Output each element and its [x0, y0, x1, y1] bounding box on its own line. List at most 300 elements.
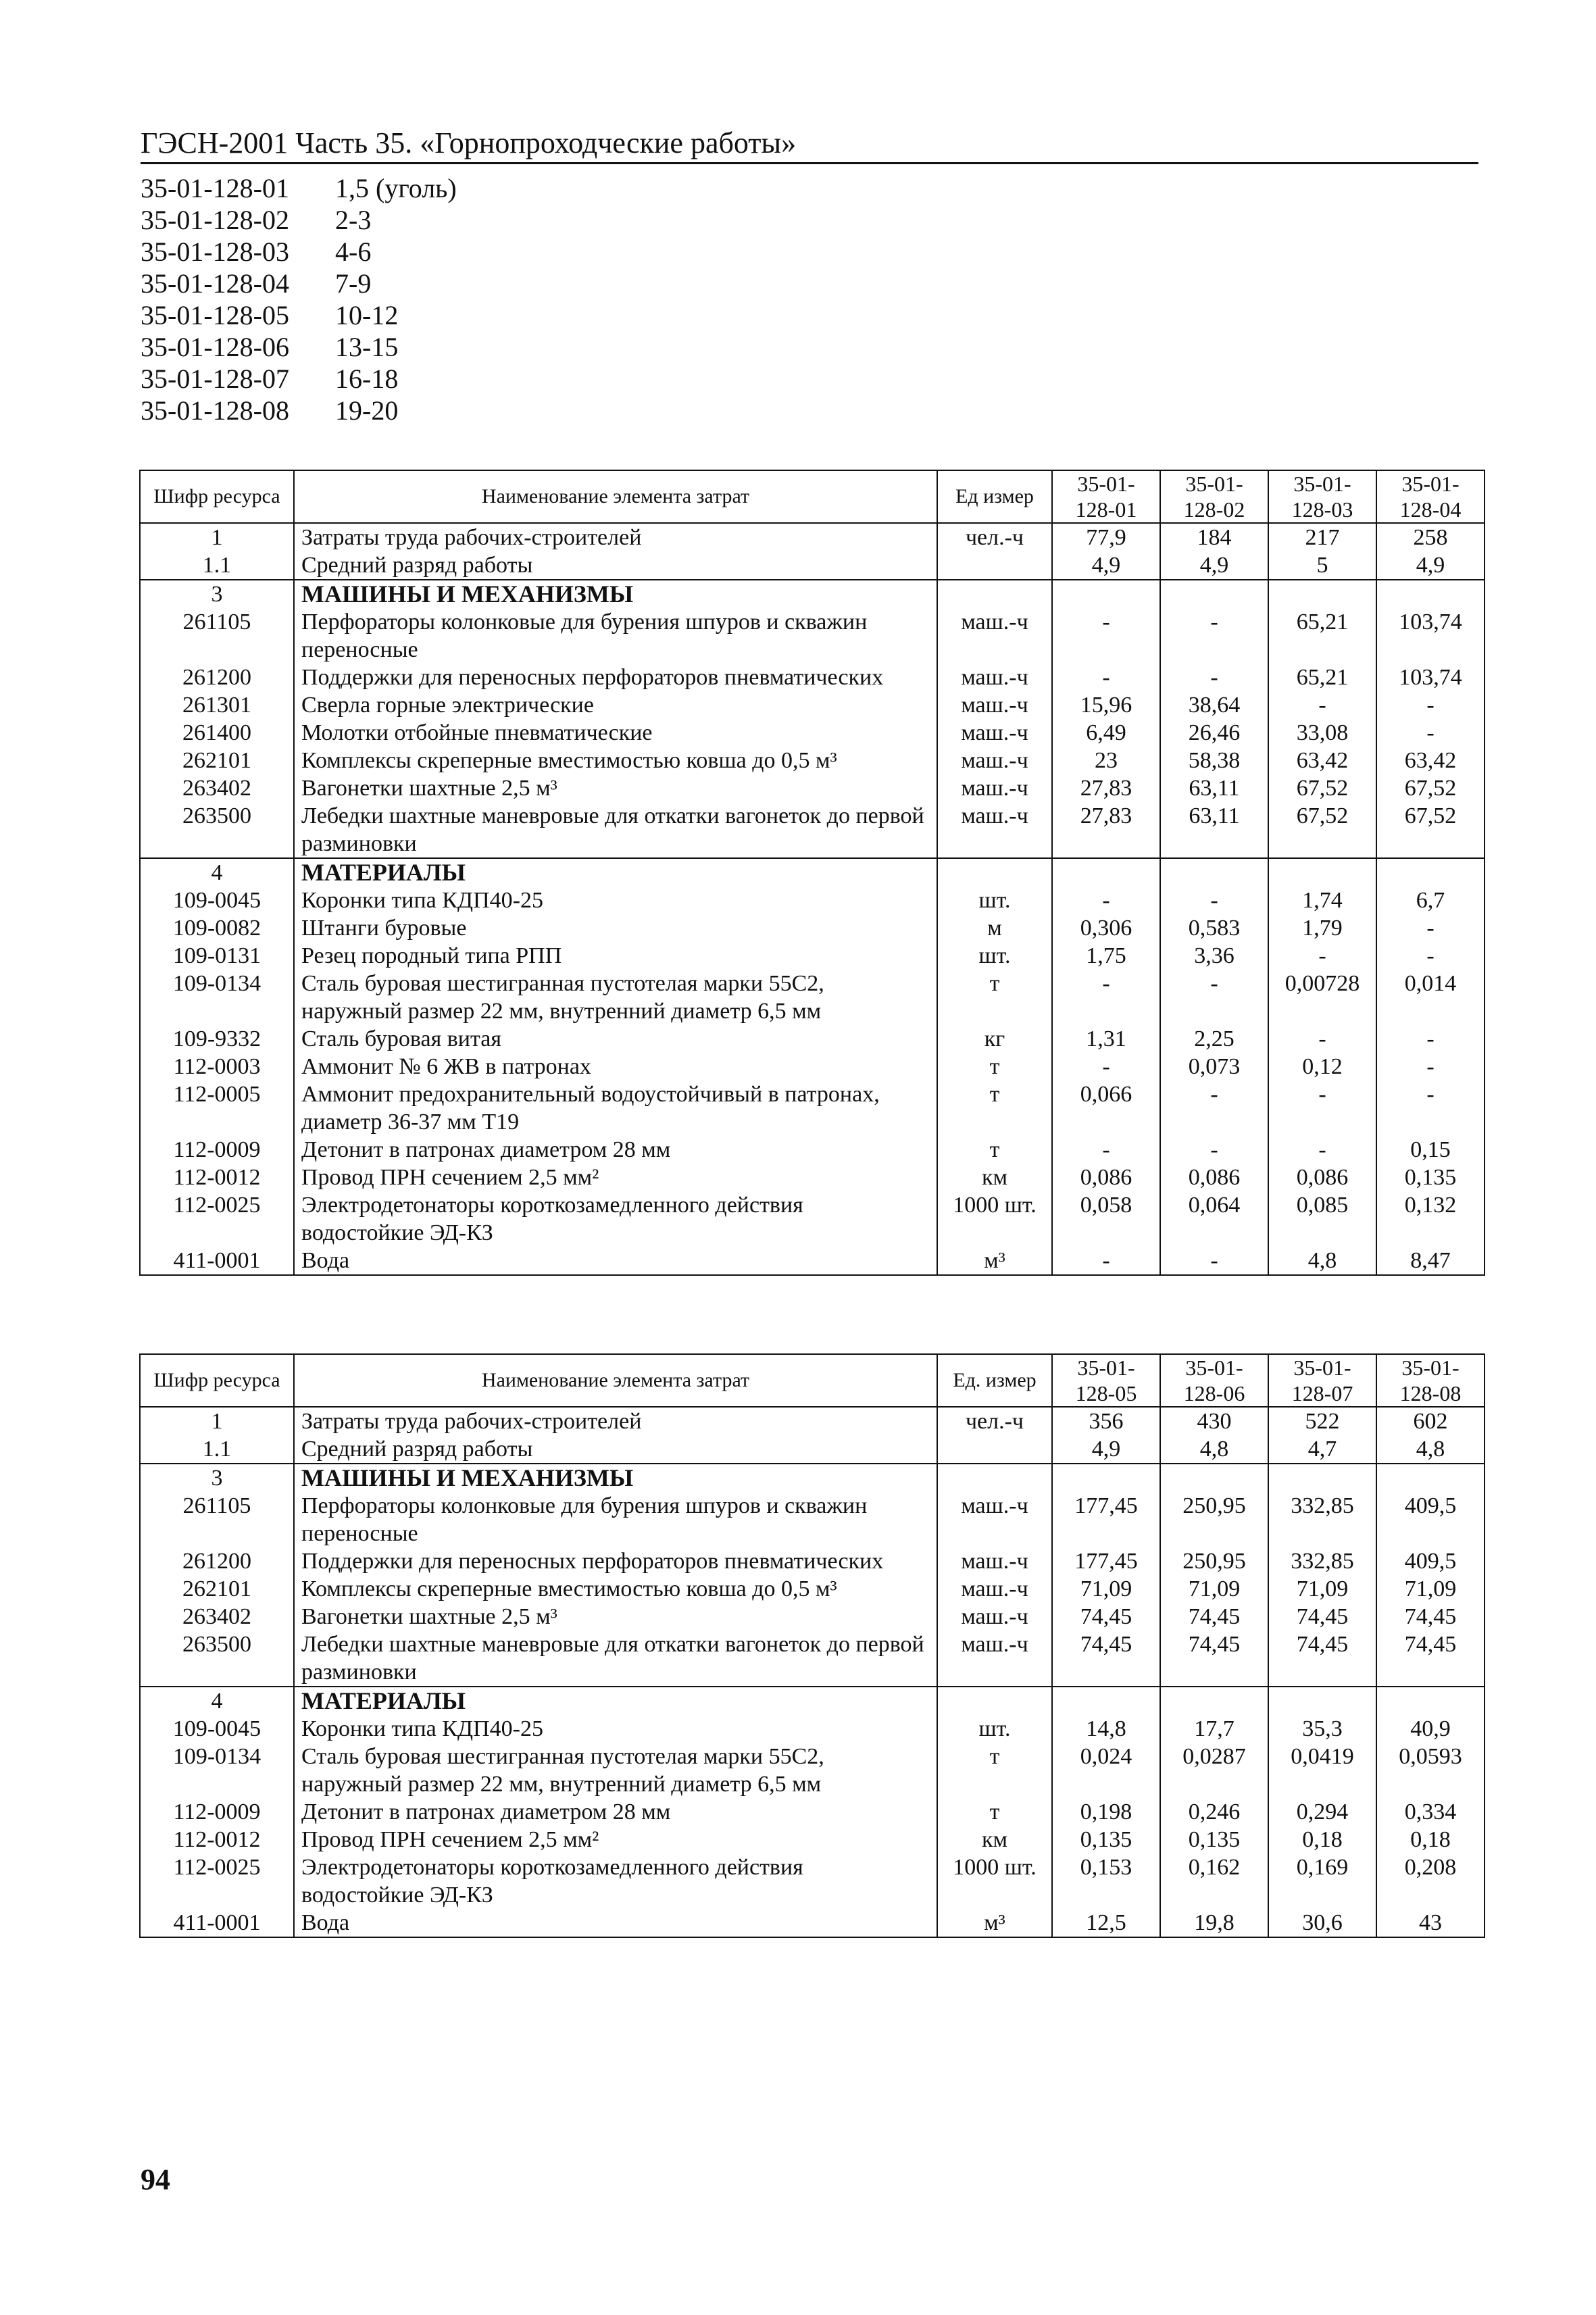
table-row [140, 1164, 1485, 1191]
resource-code: 261200 [140, 664, 294, 691]
unit-cell: маш.-ч [937, 774, 1052, 802]
table-row [140, 747, 1485, 774]
value-cell [1376, 1464, 1485, 1492]
cost-element-name: Детонит в патронах диаметром 28 мм [294, 1798, 937, 1826]
norm-range: 4-6 [335, 237, 372, 267]
cost-element-name: Вагонетки шахтные 2,5 м³ [294, 774, 937, 802]
resource-code: 261400 [140, 719, 294, 747]
section-title: МАТЕРИАЛЫ [294, 858, 937, 887]
unit-cell [937, 1464, 1052, 1492]
cost-element-name: Вагонетки шахтные 2,5 м³ [294, 1603, 937, 1631]
value-cell: 1,79 [1268, 914, 1376, 942]
value-cell: 27,83 [1052, 802, 1160, 858]
value-cell: - [1268, 1136, 1376, 1164]
value-cell: 67,52 [1376, 774, 1485, 802]
table-row [140, 1080, 1485, 1136]
resource-code: 112-0025 [140, 1853, 294, 1909]
unit-cell: кг [937, 1025, 1052, 1053]
value-cell [1052, 580, 1160, 608]
value-cell: 67,52 [1268, 802, 1376, 858]
value-cell: 0,153 [1052, 1853, 1160, 1909]
cost-element-name: Перфораторы колонковые для бурения шпуров и скважин переносные [294, 1492, 937, 1547]
value-cell: 0,306 [1052, 914, 1160, 942]
value-cell [1052, 858, 1160, 887]
value-cell: 250,95 [1160, 1547, 1268, 1575]
value-cell: 356 [1052, 1407, 1160, 1435]
cost-element-name: Вода [294, 1247, 937, 1275]
value-cell: 103,74 [1376, 608, 1485, 664]
value-cell: - [1376, 719, 1485, 747]
norm-code: 35-01-128-07 [141, 364, 289, 394]
value-cell: - [1052, 1247, 1160, 1275]
value-cell [1160, 1687, 1268, 1715]
value-cell: 8,47 [1376, 1247, 1485, 1275]
table-row [140, 1136, 1485, 1164]
resource-code: 4 [140, 1687, 294, 1715]
value-cell: - [1376, 942, 1485, 970]
value-cell: 14,8 [1052, 1715, 1160, 1743]
resource-table-2 [139, 1353, 1485, 1938]
unit-cell [937, 1687, 1052, 1715]
resource-code: 261105 [140, 1492, 294, 1547]
value-cell: - [1268, 1025, 1376, 1053]
value-cell: 63,42 [1268, 747, 1376, 774]
table-row [140, 1407, 1485, 1435]
value-cell: 177,45 [1052, 1547, 1160, 1575]
resource-code: 4 [140, 858, 294, 887]
table-header-row [140, 470, 1485, 523]
value-cell: 4,8 [1160, 1435, 1268, 1464]
norm-range: 2-3 [335, 205, 372, 235]
header-rule [141, 162, 1478, 164]
resource-code: 261105 [140, 608, 294, 664]
value-cell: 0,135 [1376, 1164, 1485, 1191]
section-title: МАШИНЫ И МЕХАНИЗМЫ [294, 580, 937, 608]
value-cell: 0,246 [1160, 1798, 1268, 1826]
value-cell: 71,09 [1052, 1575, 1160, 1603]
value-cell: 63,11 [1160, 802, 1268, 858]
resource-code: 109-0082 [140, 914, 294, 942]
unit-cell: маш.-ч [937, 608, 1052, 664]
value-cell: - [1052, 970, 1160, 1025]
table-row [140, 1798, 1485, 1826]
value-cell: - [1268, 1080, 1376, 1136]
value-cell: - [1376, 691, 1485, 719]
value-cell: 40,9 [1376, 1715, 1485, 1743]
header-norm-3: 35-01-128-07 [1268, 1354, 1376, 1407]
value-cell: - [1160, 1136, 1268, 1164]
value-cell: 65,21 [1268, 664, 1376, 691]
value-cell [1268, 858, 1376, 887]
cost-element-name: Поддержки для переносных перфораторов пневматических [294, 1547, 937, 1575]
table-row [140, 858, 1485, 887]
value-cell: 74,45 [1268, 1603, 1376, 1631]
table-row [140, 1909, 1485, 1937]
norm-row [141, 299, 457, 331]
header-norm-1: 35-01-128-01 [1052, 470, 1160, 523]
value-cell: 409,5 [1376, 1492, 1485, 1547]
resource-code: 109-0045 [140, 1715, 294, 1743]
value-cell: 0,073 [1160, 1053, 1268, 1080]
value-cell: 184 [1160, 523, 1268, 551]
value-cell: 0,583 [1160, 914, 1268, 942]
value-cell: 4,9 [1052, 551, 1160, 580]
value-cell: 0,086 [1268, 1164, 1376, 1191]
value-cell: 258 [1376, 523, 1485, 551]
norm-range: 16-18 [335, 364, 399, 394]
resource-code: 112-0009 [140, 1136, 294, 1164]
value-cell [1268, 1687, 1376, 1715]
value-cell: 4,9 [1160, 551, 1268, 580]
value-cell: 4,9 [1052, 1435, 1160, 1464]
header-norm-2: 35-01-128-06 [1160, 1354, 1268, 1407]
resource-code: 411-0001 [140, 1247, 294, 1275]
unit-cell: т [937, 1743, 1052, 1798]
unit-cell: маш.-ч [937, 691, 1052, 719]
value-cell [1160, 1464, 1268, 1492]
cost-element-name: Лебедки шахтные маневровые для откатки вагонеток до первой разминовки [294, 802, 937, 858]
resource-code: 1.1 [140, 551, 294, 580]
value-cell: 65,21 [1268, 608, 1376, 664]
value-cell: 217 [1268, 523, 1376, 551]
table-row [140, 1826, 1485, 1853]
table-row [140, 1603, 1485, 1631]
header-norm-1: 35-01-128-05 [1052, 1354, 1160, 1407]
table-header-row [140, 1354, 1485, 1407]
value-cell [1268, 580, 1376, 608]
table-row [140, 580, 1485, 608]
resource-code: 112-0003 [140, 1053, 294, 1080]
resource-code: 112-0012 [140, 1164, 294, 1191]
value-cell: 6,49 [1052, 719, 1160, 747]
table-row [140, 774, 1485, 802]
value-cell: 71,09 [1268, 1575, 1376, 1603]
norm-row [141, 395, 457, 426]
norm-row [141, 172, 457, 204]
table-row [140, 1247, 1485, 1275]
cost-element-name: Поддержки для переносных перфораторов пневматических [294, 664, 937, 691]
value-cell: 19,8 [1160, 1909, 1268, 1937]
value-cell: 1,31 [1052, 1025, 1160, 1053]
value-cell: - [1052, 1136, 1160, 1164]
cost-element-name: Коронки типа КДП40-25 [294, 1715, 937, 1743]
unit-cell: км [937, 1164, 1052, 1191]
value-cell: 15,96 [1052, 691, 1160, 719]
cost-element-name: Лебедки шахтные маневровые для откатки вагонеток до первой разминовки [294, 1631, 937, 1687]
resource-code: 112-0005 [140, 1080, 294, 1136]
table-row [140, 1715, 1485, 1743]
cost-element-name: Молотки отбойные пневматические [294, 719, 937, 747]
norm-range: 19-20 [335, 395, 399, 426]
table-row [140, 523, 1485, 551]
unit-cell: т [937, 1053, 1052, 1080]
resource-code: 261200 [140, 1547, 294, 1575]
unit-cell: т [937, 1136, 1052, 1164]
value-cell: - [1160, 970, 1268, 1025]
cost-element-name: Аммонит № 6 ЖВ в патронах [294, 1053, 937, 1080]
value-cell: 27,83 [1052, 774, 1160, 802]
table-row [140, 719, 1485, 747]
unit-cell: шт. [937, 942, 1052, 970]
header-resource-code: Шифр ресурса [140, 470, 294, 523]
value-cell: - [1052, 664, 1160, 691]
table-row [140, 1053, 1485, 1080]
value-cell: 4,8 [1268, 1247, 1376, 1275]
resource-code: 263500 [140, 802, 294, 858]
table-row [140, 1464, 1485, 1492]
value-cell: 1,75 [1052, 942, 1160, 970]
norm-range: 7-9 [335, 268, 372, 299]
table-row [140, 1492, 1485, 1547]
value-cell: 4,8 [1376, 1435, 1485, 1464]
table-row [140, 802, 1485, 858]
value-cell: - [1160, 1247, 1268, 1275]
value-cell [1160, 858, 1268, 887]
resource-code: 3 [140, 580, 294, 608]
value-cell: 4,9 [1376, 551, 1485, 580]
unit-cell: маш.-ч [937, 747, 1052, 774]
cost-element-name: Аммонит предохранительный водоустойчивый в патронах, диаметр 36-37 мм Т19 [294, 1080, 937, 1136]
unit-cell: км [937, 1826, 1052, 1853]
cost-element-name: Затраты труда рабочих-строителей [294, 523, 937, 551]
value-cell: 30,6 [1268, 1909, 1376, 1937]
value-cell: 0,135 [1052, 1826, 1160, 1853]
table-row [140, 691, 1485, 719]
header-cost-element: Наименование элемента затрат [294, 1354, 937, 1407]
resource-code: 109-0134 [140, 970, 294, 1025]
unit-cell: 1000 шт. [937, 1191, 1052, 1247]
value-cell: 77,9 [1052, 523, 1160, 551]
table-row [140, 1191, 1485, 1247]
value-cell: 71,09 [1376, 1575, 1485, 1603]
resource-code: 261301 [140, 691, 294, 719]
norm-code: 35-01-128-05 [141, 300, 289, 330]
value-cell: 26,46 [1160, 719, 1268, 747]
unit-cell: т [937, 1798, 1052, 1826]
value-cell: 58,38 [1160, 747, 1268, 774]
value-cell [1268, 1464, 1376, 1492]
norm-code: 35-01-128-08 [141, 395, 289, 426]
cost-element-name: Перфораторы колонковые для бурения шпуров и скважин переносные [294, 608, 937, 664]
resource-code: 1 [140, 1407, 294, 1435]
cost-element-name: Электродетонаторы короткозамедленного действия водостойкие ЭД-КЗ [294, 1853, 937, 1909]
cost-element-name: Вода [294, 1909, 937, 1937]
unit-cell: маш.-ч [937, 664, 1052, 691]
value-cell: 35,3 [1268, 1715, 1376, 1743]
value-cell: - [1268, 942, 1376, 970]
table-row [140, 608, 1485, 664]
cost-element-name: Электродетонаторы короткозамедленного действия водостойкие ЭД-КЗ [294, 1191, 937, 1247]
value-cell: 38,64 [1160, 691, 1268, 719]
value-cell: 430 [1160, 1407, 1268, 1435]
unit-cell: т [937, 970, 1052, 1025]
table-row [140, 551, 1485, 580]
resource-code: 3 [140, 1464, 294, 1492]
table-row [140, 887, 1485, 914]
norm-row [141, 204, 457, 236]
unit-cell: маш.-ч [937, 1631, 1052, 1687]
header-unit: Ед. измер [937, 1354, 1052, 1407]
value-cell: 522 [1268, 1407, 1376, 1435]
value-cell: 74,45 [1268, 1631, 1376, 1687]
table-row [140, 664, 1485, 691]
cost-element-name: Коронки типа КДП40-25 [294, 887, 937, 914]
table-row [140, 914, 1485, 942]
resource-code: 263500 [140, 1631, 294, 1687]
value-cell: - [1160, 608, 1268, 664]
table-row [140, 1853, 1485, 1909]
header-norm-3: 35-01-128-03 [1268, 470, 1376, 523]
resource-code: 411-0001 [140, 1909, 294, 1937]
cost-element-name: Детонит в патронах диаметром 28 мм [294, 1136, 937, 1164]
section-title: МАШИНЫ И МЕХАНИЗМЫ [294, 1464, 937, 1492]
value-cell: 0,0593 [1376, 1743, 1485, 1798]
resource-code: 112-0012 [140, 1826, 294, 1853]
value-cell: 0,024 [1052, 1743, 1160, 1798]
resource-code: 1.1 [140, 1435, 294, 1464]
value-cell: 0,00728 [1268, 970, 1376, 1025]
value-cell: 332,85 [1268, 1547, 1376, 1575]
norm-row [141, 331, 457, 363]
unit-cell [937, 858, 1052, 887]
norm-range: 1,5 (уголь) [335, 173, 457, 203]
cost-element-name: Средний разряд работы [294, 551, 937, 580]
value-cell: - [1268, 691, 1376, 719]
value-cell: - [1376, 1053, 1485, 1080]
norm-row [141, 363, 457, 395]
resource-code: 263402 [140, 774, 294, 802]
value-cell: 17,7 [1160, 1715, 1268, 1743]
value-cell: 0,18 [1268, 1826, 1376, 1853]
table-row [140, 1687, 1485, 1715]
value-cell: - [1376, 1025, 1485, 1053]
resource-code: 109-9332 [140, 1025, 294, 1053]
header-norm-4: 35-01-128-04 [1376, 470, 1485, 523]
value-cell: 0,066 [1052, 1080, 1160, 1136]
value-cell [1160, 580, 1268, 608]
header-unit: Ед измер [937, 470, 1052, 523]
table-row [140, 1547, 1485, 1575]
value-cell [1376, 580, 1485, 608]
value-cell: 0,058 [1052, 1191, 1160, 1247]
resource-table-1 [139, 470, 1485, 1276]
norm-code: 35-01-128-03 [141, 237, 289, 267]
resource-code: 109-0045 [140, 887, 294, 914]
value-cell: 250,95 [1160, 1492, 1268, 1547]
cost-element-name: Затраты труда рабочих-строителей [294, 1407, 937, 1435]
norm-range: 10-12 [335, 300, 399, 330]
cost-element-name: Сталь буровая витая [294, 1025, 937, 1053]
unit-cell: маш.-ч [937, 1575, 1052, 1603]
value-cell: 74,45 [1160, 1631, 1268, 1687]
value-cell: 1,74 [1268, 887, 1376, 914]
cost-element-name: Штанги буровые [294, 914, 937, 942]
value-cell: 2,25 [1160, 1025, 1268, 1053]
value-cell: 0,135 [1160, 1826, 1268, 1853]
unit-cell: м³ [937, 1247, 1052, 1275]
cost-element-name: Резец породный типа РПП [294, 942, 937, 970]
value-cell [1052, 1464, 1160, 1492]
value-cell: 0,198 [1052, 1798, 1160, 1826]
value-cell: 12,5 [1052, 1909, 1160, 1937]
table-row [140, 1575, 1485, 1603]
value-cell: - [1052, 1053, 1160, 1080]
unit-cell: маш.-ч [937, 1603, 1052, 1631]
cost-element-name: Сверла горные электрические [294, 691, 937, 719]
cost-element-name: Провод ПРН сечением 2,5 мм² [294, 1826, 937, 1853]
value-cell: 0,15 [1376, 1136, 1485, 1164]
resource-code: 112-0009 [140, 1798, 294, 1826]
value-cell: - [1376, 1080, 1485, 1136]
value-cell: 23 [1052, 747, 1160, 774]
value-cell: 33,08 [1268, 719, 1376, 747]
resource-code: 1 [140, 523, 294, 551]
unit-cell: маш.-ч [937, 1492, 1052, 1547]
cost-element-name: Средний разряд работы [294, 1435, 937, 1464]
value-cell: 74,45 [1376, 1603, 1485, 1631]
unit-cell: чел.-ч [937, 1407, 1052, 1435]
resource-code: 112-0025 [140, 1191, 294, 1247]
table-row [140, 1743, 1485, 1798]
value-cell: 63,11 [1160, 774, 1268, 802]
page-header: ГЭСН-2001 Часть 35. «Горнопроходческие работы» [141, 126, 797, 159]
value-cell: - [1160, 1080, 1268, 1136]
value-cell: 71,09 [1160, 1575, 1268, 1603]
cost-element-name: Сталь буровая шестигранная пустотелая марки 55С2, наружный размер 22 мм, внутренний диаметр 6,5 мм [294, 1743, 937, 1798]
page-number: 94 [141, 2163, 170, 2196]
header-resource-code: Шифр ресурса [140, 1354, 294, 1407]
value-cell: 0,132 [1376, 1191, 1485, 1247]
unit-cell: маш.-ч [937, 719, 1052, 747]
unit-cell [937, 551, 1052, 580]
value-cell: 67,52 [1376, 802, 1485, 858]
table-row [140, 970, 1485, 1025]
cost-element-name: Комплексы скреперные вместимостью ковша до 0,5 м³ [294, 747, 937, 774]
cost-element-name: Комплексы скреперные вместимостью ковша до 0,5 м³ [294, 1575, 937, 1603]
value-cell: 332,85 [1268, 1492, 1376, 1547]
value-cell: 103,74 [1376, 664, 1485, 691]
value-cell: 5 [1268, 551, 1376, 580]
unit-cell [937, 580, 1052, 608]
value-cell [1052, 1687, 1160, 1715]
value-cell: - [1052, 887, 1160, 914]
resource-code: 262101 [140, 1575, 294, 1603]
value-cell: - [1052, 608, 1160, 664]
value-cell: 0,086 [1052, 1164, 1160, 1191]
header-norm-2: 35-01-128-02 [1160, 470, 1268, 523]
value-cell: 0,12 [1268, 1053, 1376, 1080]
value-cell: 177,45 [1052, 1492, 1160, 1547]
value-cell: 63,42 [1376, 747, 1485, 774]
value-cell: 6,7 [1376, 887, 1485, 914]
header-norm-4: 35-01-128-08 [1376, 1354, 1485, 1407]
value-cell: 0,18 [1376, 1826, 1485, 1853]
value-cell [1376, 1687, 1485, 1715]
norm-range: 13-15 [335, 332, 399, 362]
value-cell: - [1160, 887, 1268, 914]
header-cost-element: Наименование элемента затрат [294, 470, 937, 523]
norm-row [141, 268, 457, 299]
unit-cell: шт. [937, 1715, 1052, 1743]
value-cell: 67,52 [1268, 774, 1376, 802]
resource-code: 109-0134 [140, 1743, 294, 1798]
norm-code: 35-01-128-04 [141, 268, 289, 299]
value-cell: 0,064 [1160, 1191, 1268, 1247]
resource-code: 262101 [140, 747, 294, 774]
value-cell: 0,0419 [1268, 1743, 1376, 1798]
unit-cell: маш.-ч [937, 1547, 1052, 1575]
value-cell: 74,45 [1052, 1603, 1160, 1631]
